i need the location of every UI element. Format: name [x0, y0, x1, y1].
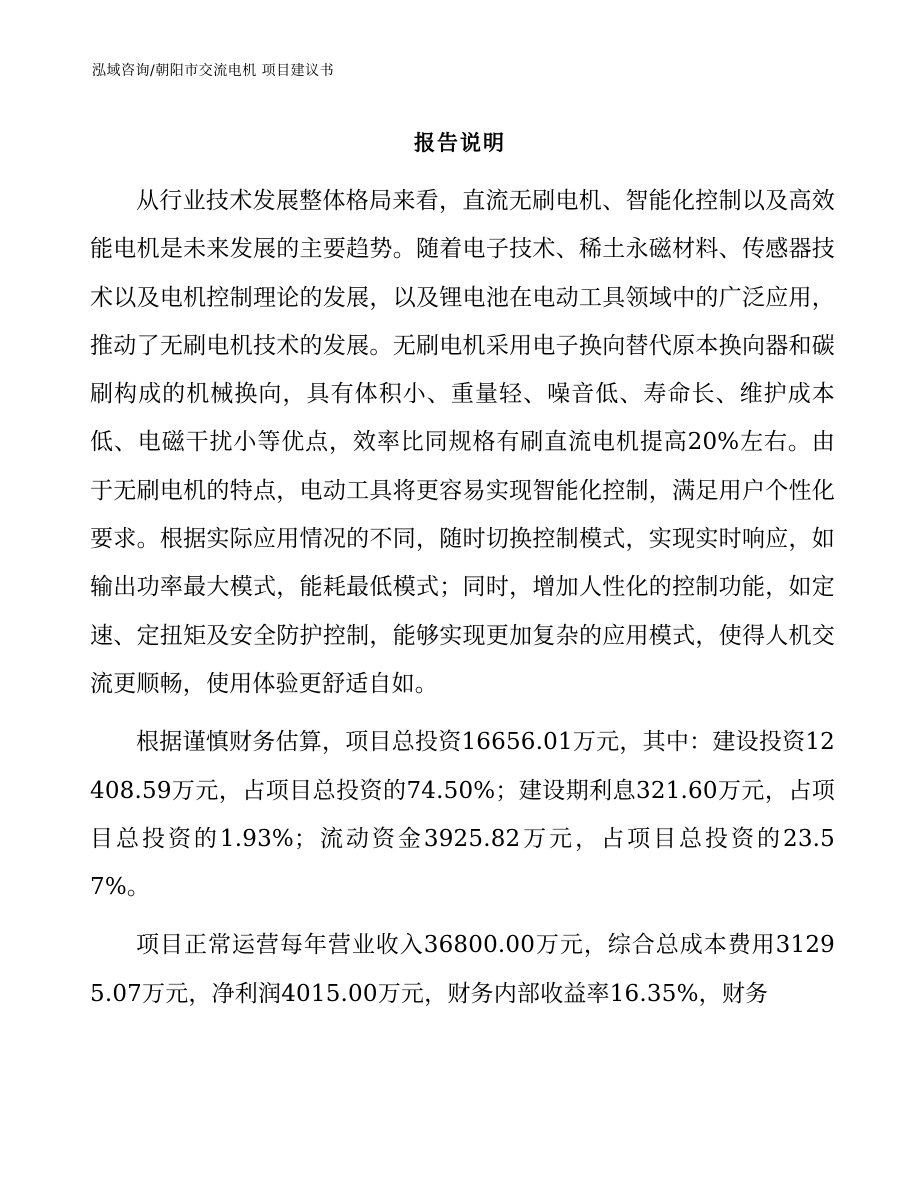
paragraph-investment: 根据谨慎财务估算，项目总投资16656.01万元，其中：建设投资12408.59万元，占项目总投资的74.50%；建设期利息321.60万元，占项目总投资的1.93%；流动资金3925.82万元，占项目总投资的23.57%。 [90, 729, 835, 901]
page-header: 泓域咨询/朝阳市交流电机 项目建议书 [92, 63, 335, 79]
report-body [90, 177, 835, 1018]
paragraph-operations: 项目正常运营每年营业收入36800.00万元，综合总成本费用31295.07万元，净利润4015.00万元，财务内部收益率16.35%，财务 [90, 932, 835, 1007]
paragraph-industry-trend: 从行业技术发展整体格局来看，直流无刷电机、智能化控制以及高效能电机是未来发展的主要趋势。随着电子技术、稀土永磁材料、传感器技术以及电机控制理论的发展，以及锂电池在电动工具领域中的广泛应用，推动了无刷电机技术的发展。无刷电机采用电子换向替代原本换向器和碳刷构成的机械换向，具有体积小、重量轻、噪音低、寿命长、维护成本低、电磁干扰小等优点，效率比同规格有刷直流电机提高20%左右。由于无刷电机的特点，电动工具将更容易实现智能化控制，满足用户个性化要求。根据实际应用情况的不同，随时切换控制模式，实现实时响应，如输出功率最大模式，能耗最低模式；同时，增加人性化的控制功能，如定速、定扭矩及安全防护控制，能够实现更加复杂的应用模式，使得人机交流更顺畅，使用体验更舒适自如。 [90, 188, 835, 697]
report-title: 报告说明 [414, 131, 506, 155]
